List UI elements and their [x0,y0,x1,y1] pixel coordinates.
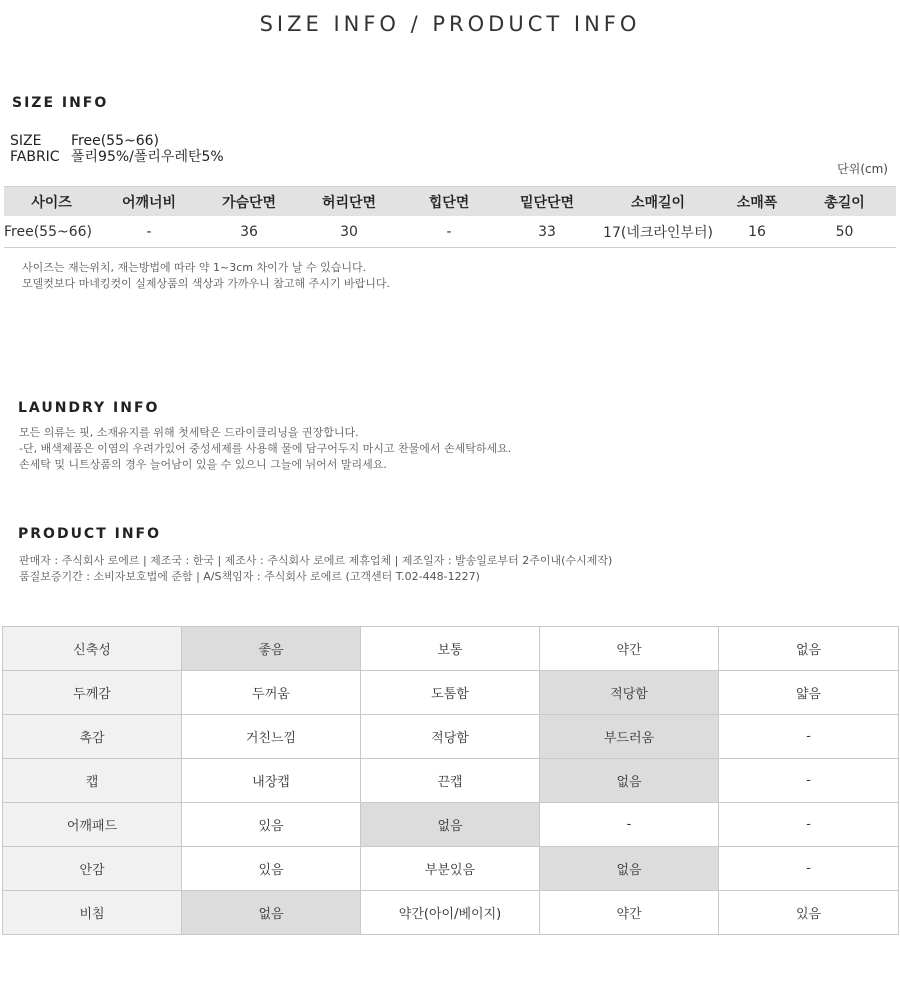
product-attribute-table [2,626,899,935]
attribute-label: 두께감 [3,671,182,715]
laundry-notes [19,425,511,473]
product-info-heading: PRODUCT INFO [18,526,162,542]
attribute-option: 거친느낌 [182,715,361,759]
attribute-option-selected: 없음 [540,847,719,891]
size-table-cell: 50 [793,216,896,248]
table-row [4,216,896,248]
attribute-option-selected: 없음 [361,803,540,847]
page-title: SIZE INFO / PRODUCT INFO [259,12,641,36]
laundry-line: -단, 배색제품은 이염의 우려가있어 중성세제를 사용해 물에 담구어두지 마시고 찬물에서 손세탁하세요. [19,442,512,455]
attribute-option: 있음 [719,891,899,935]
attribute-option: 얇음 [719,671,899,715]
attribute-option: 보통 [361,627,540,671]
size-table-cell: 17(네크라인부터) [595,216,721,248]
laundry-line: 손세탁 및 니트상품의 경우 늘어남이 있을 수 있으니 그늘에 뉘어서 말리세요. [19,458,387,471]
laundry-info-heading: LAUNDRY INFO [18,400,160,416]
fabric-value: 폴리95%/폴리우레탄5% [71,149,224,165]
attribute-option-selected: 없음 [540,759,719,803]
attribute-option-selected: 없음 [182,891,361,935]
size-value: Free(55~66) [71,133,159,149]
size-table-cell: 16 [721,216,793,248]
table-row [3,891,899,935]
size-table-header: 사이즈 [4,187,99,217]
fabric-key: FABRIC [10,149,60,165]
product-notes [19,553,612,585]
attribute-option: 내장캡 [182,759,361,803]
attribute-option: 끈캡 [361,759,540,803]
attribute-option-selected: 부드러움 [540,715,719,759]
size-note: 모델컷보다 마네킹컷이 실제상품의 색상과 가까우니 참고해 주시기 바랍니다. [22,277,391,290]
attribute-label: 캡 [3,759,182,803]
product-line: 품질보증기간 : 소비자보호법에 준함 | A/S책임자 : 주식회사 로에르 (고객센터 T.02-448-1227) [19,570,480,583]
size-table [4,186,896,248]
table-row [3,671,899,715]
attribute-option: 있음 [182,847,361,891]
size-table-cell: - [399,216,499,248]
unit-label: 단위(cm) [837,162,888,176]
product-line: 판매자 : 주식회사 로에르 | 제조국 : 한국 | 제조사 : 주식회사 로에르 제휴업체 | 제조일자 : 발송일로부터 2주이내(수시제작) [19,554,613,567]
size-table-header: 가슴단면 [199,187,299,217]
size-table-cell: Free(55~66) [4,216,99,248]
size-table-header: 소매폭 [721,187,793,217]
size-note: 사이즈는 재는위치, 재는방법에 따라 약 1~3cm 차이가 날 수 있습니다. [22,261,367,274]
attribute-option: - [540,803,719,847]
attribute-option: 약간(아이/베이지) [361,891,540,935]
attribute-option: 부분있음 [361,847,540,891]
attribute-option: 도톰함 [361,671,540,715]
attribute-label: 비침 [3,891,182,935]
size-key: SIZE [10,133,42,149]
table-row [3,803,899,847]
attribute-option-selected: 적당함 [540,671,719,715]
attribute-option: 적당함 [361,715,540,759]
spec-block [10,133,224,165]
size-spec-row [10,133,224,149]
size-table-cell: - [99,216,199,248]
attribute-option-selected: 좋음 [182,627,361,671]
attribute-option: - [719,803,899,847]
attribute-option: 두꺼움 [182,671,361,715]
attribute-option: - [719,715,899,759]
attribute-option: - [719,847,899,891]
attribute-label: 촉감 [3,715,182,759]
size-table-cell: 33 [499,216,595,248]
attribute-option: 있음 [182,803,361,847]
attribute-option: 약간 [540,627,719,671]
size-table-cell: 36 [199,216,299,248]
table-row [3,759,899,803]
size-table-header: 허리단면 [299,187,399,217]
size-table-header: 총길이 [793,187,896,217]
attribute-label: 안감 [3,847,182,891]
size-info-heading: SIZE INFO [12,95,109,111]
attribute-option: - [719,759,899,803]
size-table-cell: 30 [299,216,399,248]
table-row [3,715,899,759]
size-table-header: 어깨너비 [99,187,199,217]
size-table-header: 힙단면 [399,187,499,217]
attribute-option: 없음 [719,627,899,671]
attribute-label: 신축성 [3,627,182,671]
fabric-spec-row [10,149,224,165]
size-table-header: 소매길이 [595,187,721,217]
table-row [3,627,899,671]
size-table-header: 밑단단면 [499,187,595,217]
laundry-line: 모든 의류는 핏, 소재유지를 위해 첫세탁은 드라이클리닝을 권장합니다. [19,426,359,439]
size-notes [22,260,390,292]
size-table-header-row [4,187,896,217]
attribute-option: 약간 [540,891,719,935]
attribute-label: 어깨패드 [3,803,182,847]
table-row [3,847,899,891]
